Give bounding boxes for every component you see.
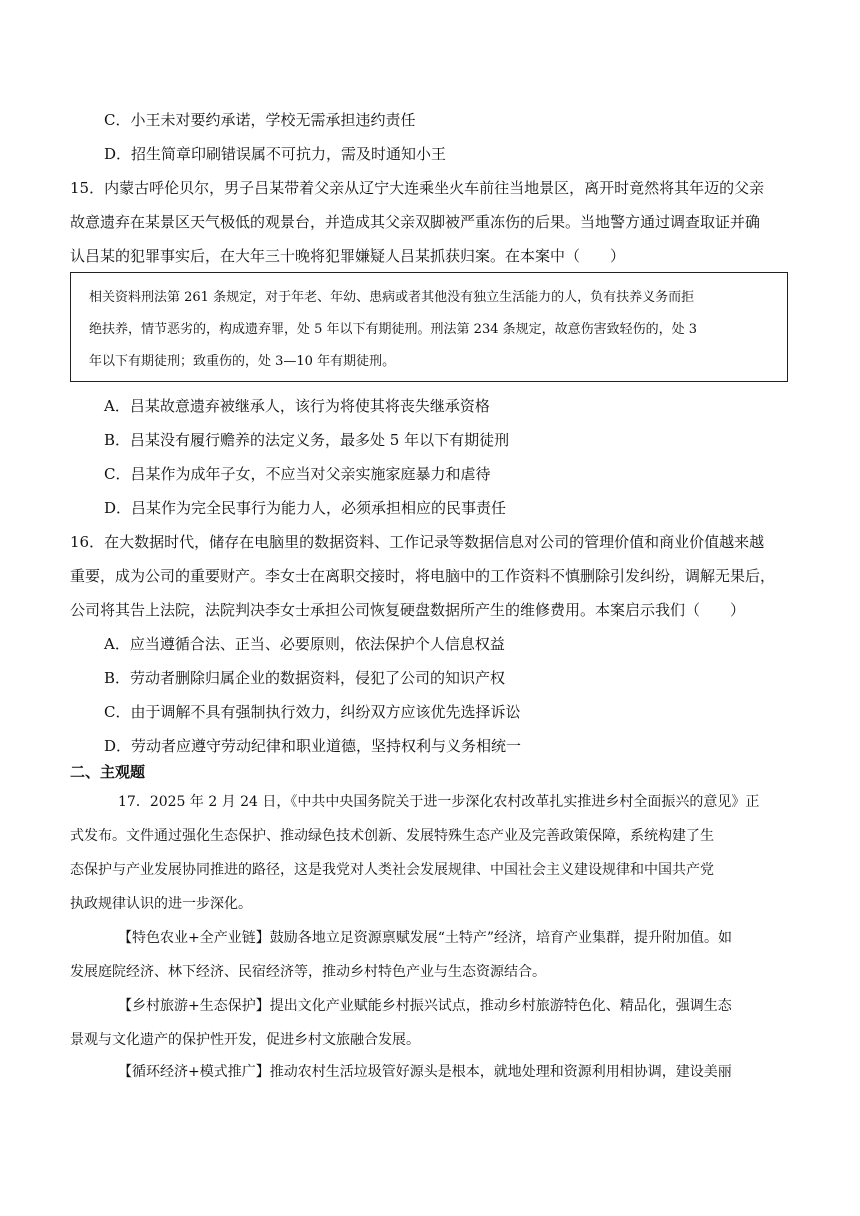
q16-option-b: B．劳动者删除归属企业的数据资料，侵犯了公司的知识产权 [104, 669, 506, 687]
q14-option-d: D．招生简章印刷错误属不可抗力，需及时通知小王 [104, 145, 447, 163]
q17-intro-line-2: 式发布。文件通过强化生态保护、推动绿色技术创新、发展特殊生态产业及完善政策保障，系统构建了生 [70, 828, 714, 844]
q16-stem-line-2: 重要，成为公司的重要财产。李女士在离职交接时，将电脑中的工作资料不慎删除引发纠纷，调解无果后， [70, 567, 776, 585]
section-heading: 二、主观题 [70, 763, 146, 781]
q15-stem-line-2: 故意遗弃在某景区天气极低的观景台，并造成其父亲双脚被严重冻伤的后果。当地警方通过调查取证并确 [70, 213, 761, 231]
q17-material-1-line-2: 发展庭院经济、林下经济、民宿经济等，推动乡村特色产业与生态资源结合。 [70, 964, 546, 980]
q17-material-2-line-1: 【乡村旅游+生态保护】提出文化产业赋能乡村振兴试点，推动乡村旅游特色化、精品化，强调生态 [118, 998, 732, 1014]
q16-stem-line-1: 16．在大数据时代，储存在电脑里的数据资料、工作记录等数据信息对公司的管理价值和商业价值越来越 [70, 533, 765, 551]
q17-material-1-line-1: 【特色农业+全产业链】鼓励各地立足资源禀赋发展“土特产”经济，培育产业集群，提升附加值。如 [118, 930, 733, 946]
q15-material-box [70, 272, 788, 382]
q15-option-a: A．吕某故意遗弃被继承人，该行为将使其将丧失继承资格 [104, 397, 490, 415]
q15-material-line-1: 相关资料刑法第 261 条规定，对于年老、年幼、患病或者其他没有独立生活能力的人，负有扶养义务而拒 [89, 290, 695, 305]
q15-option-d: D．吕某作为完全民事行为能力人，必须承担相应的民事责任 [104, 499, 507, 517]
q15-option-c: C．吕某作为成年子女，不应当对父亲实施家庭暴力和虐待 [104, 465, 491, 483]
q17-intro-line-4: 执政规律认识的进一步深化。 [70, 896, 252, 912]
q15-stem-line-3: 认吕某的犯罪事实后，在大年三十晚将犯罪嫌疑人吕某抓获归案。在本案中（ ） [70, 247, 626, 265]
q16-option-a: A．应当遵循合法、正当、必要原则，依法保护个人信息权益 [104, 635, 505, 653]
q15-option-b: B．吕某没有履行赡养的法定义务，最多处 5 年以下有期徒刑 [104, 431, 510, 449]
q16-option-d: D．劳动者应遵守劳动纪律和职业道德，坚持权利与义务相统一 [104, 737, 522, 755]
q15-material-line-3: 年以下有期徒刑；致重伤的，处 3—10 年有期徒刑。 [89, 354, 396, 369]
q17-intro-line-3: 态保护与产业发展协同推进的路径，这是我党对人类社会发展规律、中国社会主义建设规律和中国共产党 [70, 862, 714, 878]
q16-stem-line-3: 公司将其告上法院，法院判决李女士承担公司恢复硬盘数据所产生的维修费用。本案启示我们（ ） [70, 601, 746, 619]
q17-material-2-line-2: 景观与文化遗产的保护性开发，促进乡村文旅融合发展。 [70, 1032, 420, 1048]
q17-intro-line-1: 17．2025 年 2 月 24 日，《中共中央国务院关于进一步深化农村改革扎实推进乡村全面振兴的意见》正 [118, 794, 760, 810]
q15-material-line-2: 绝扶养，情节恶劣的，构成遗弃罪，处 5 年以下有期徒刑。刑法第 234 条规定，故意伤害致轻伤的，处 3 [89, 322, 698, 337]
q17-material-3-line-1: 【循环经济+模式推广】推动农村生活垃圾管好源头是根本，就地处理和资源利用相协调，建设美丽 [118, 1064, 732, 1080]
q16-option-c: C．由于调解不具有强制执行效力，纠纷双方应该优先选择诉讼 [104, 703, 521, 721]
q15-stem-line-1: 15．内蒙古呼伦贝尔，男子吕某带着父亲从辽宁大连乘坐火车前往当地景区，离开时竟然将其年迈的父亲 [70, 179, 765, 197]
q14-option-c: C．小王未对要约承诺，学校无需承担违约责任 [104, 111, 416, 129]
